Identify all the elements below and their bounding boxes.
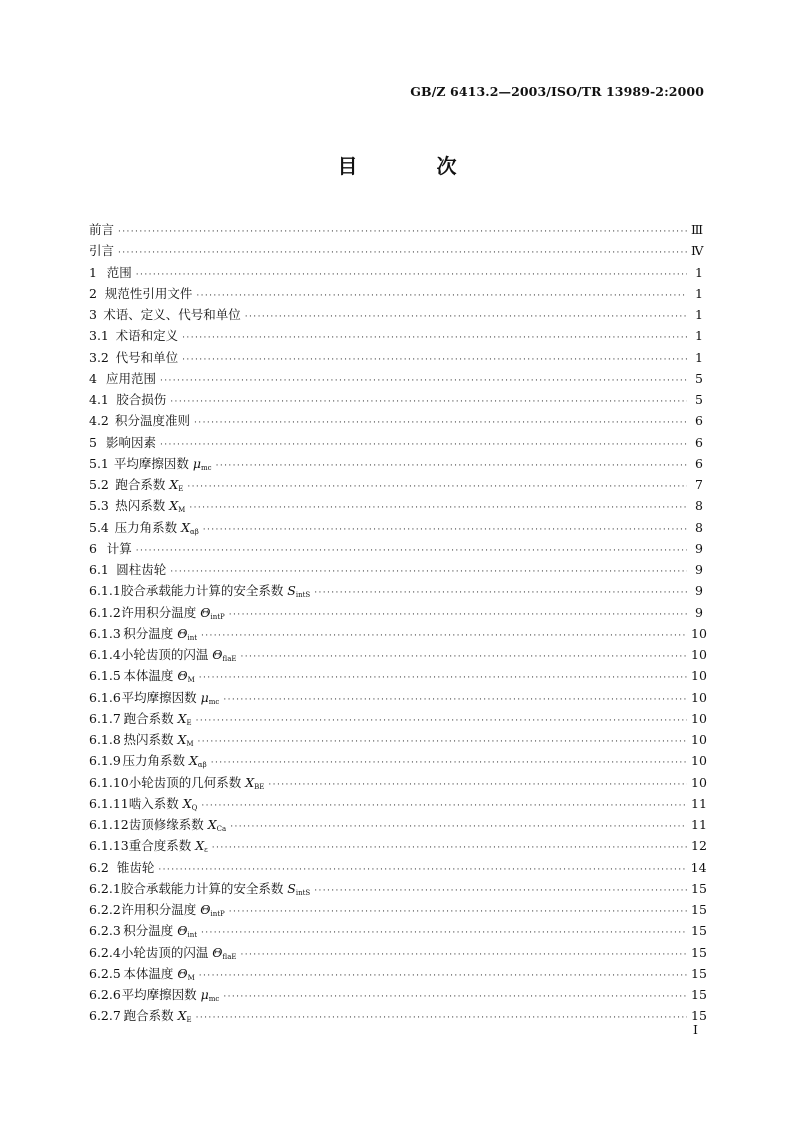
dot-leader [241,945,688,966]
dot-leader [198,732,687,753]
toc-entry-number: 6.1.6 [89,689,121,705]
toc-entry-symbol: Θ [200,604,211,620]
toc-entry-number: 6.1.5 [89,668,121,684]
toc-entry-symbol: X [189,753,198,769]
toc-entry-page: 10 [691,753,707,769]
toc-entry[interactable] [89,262,703,283]
toc-entry-page: 6 [695,455,703,471]
toc-entry-title: 平均摩擦因数 $\mu_{mc}$ [113,455,212,472]
toc-entry[interactable] [89,984,707,1005]
toc-entry-number: 6.2.7 [89,1008,121,1024]
toc-entry-title: 压力角系数 $X_{\alpha\beta}$ [114,519,199,536]
toc-entry-page: Ⅲ [691,222,704,237]
dot-leader [216,456,687,477]
toc-entry[interactable] [89,389,703,410]
toc-entry-symbol: Θ [177,668,188,684]
toc-entry[interactable] [89,772,707,793]
dot-leader [196,286,687,307]
toc-entry-page: 10 [691,774,707,790]
toc-entry-title: 啮入系数 $X_Q$ [128,795,198,812]
toc-entry-symbol: Θ [200,902,211,917]
toc-entry-page: 7 [695,477,703,492]
toc-entry-page: 6 [695,413,703,429]
toc-entry-number: 6.1.11 [89,795,129,811]
dot-leader [268,775,687,796]
toc-entry-symbol-subscript: intS [295,591,311,600]
toc-entry-title: 小轮齿顶的闪温 $\Theta_{flaE}$ [120,944,237,961]
toc-entry-page: 15 [691,1008,707,1024]
toc-entry-title: 影响因素 [106,434,157,450]
toc-entry[interactable] [89,219,703,240]
dot-leader [160,435,687,456]
toc-entry-number: 6.1 [89,562,109,577]
toc-entry-number: 5.2 [89,477,109,492]
toc-entry-symbol-subscript: M [187,973,195,982]
toc-entry-symbol: S [287,583,296,599]
toc-entry-page: 1 [695,307,703,322]
toc-entry-page: 15 [691,965,707,981]
toc-entry-page: 9 [695,583,703,599]
dot-leader [136,541,687,562]
dot-leader [245,307,687,328]
toc-entry-title: 平均摩擦因数 $\mu_{mc}$ [121,689,220,706]
toc-entry[interactable] [89,644,707,665]
toc-entry-page: 10 [691,668,707,684]
toc-entry-symbol-subscript: mc [208,995,220,1003]
dot-leader [229,902,687,923]
toc-entry-symbol: X [169,498,179,514]
toc-entry[interactable] [89,240,703,261]
toc-entry[interactable] [89,283,703,304]
toc-entry-number: 3 [89,307,97,322]
toc-entry-page: 15 [691,923,707,939]
toc-entry-symbol-subscript: intS [295,888,311,897]
toc-entry-number: 5.1 [89,455,109,471]
toc-entry-symbol: X [181,519,190,535]
toc-entry-page: 5 [695,370,703,386]
toc-entry-page: 1 [695,328,703,344]
dot-leader [223,690,687,711]
toc-entry-page: 15 [691,987,707,1002]
dot-leader [241,647,688,668]
toc-entry-number: 6.1.4 [89,647,121,662]
toc-entry[interactable] [89,750,707,771]
toc-entry-title: 压力角系数 $X_{\alpha\beta}$ [122,753,207,770]
toc-entry-title: 胶合承载能力计算的安全系数 $S_{intS}$ [120,583,311,600]
toc-entry-symbol-subscript: intP [210,612,225,621]
toc-entry-number: 4.1 [89,392,109,407]
toc-entry-page: 8 [695,498,703,514]
toc-entry-page: 14 [690,859,707,875]
toc-entry-number: 6.2.5 [89,965,121,981]
dot-leader [160,371,687,392]
dot-leader [118,222,687,243]
dot-leader [223,987,687,1008]
toc-entry-symbol: Θ [177,923,188,939]
toc-entry-number: 6.1.7 [89,710,121,726]
toc-entry-title: 积分温度 $\Theta_{int}$ [123,625,198,642]
toc-entry-symbol-subscript: flaE [222,952,237,961]
toc-entry-symbol: Θ [177,965,188,981]
toc-entry-page: 8 [695,519,703,535]
toc-entry-symbol: X [207,817,217,832]
dot-leader [196,1008,687,1029]
dot-leader [229,605,687,626]
dot-leader [194,413,687,434]
toc-entry[interactable] [89,920,707,941]
toc-entry-symbol: Θ [177,625,188,641]
toc-entry-title: 热闪系数 $X_M$ [123,732,194,748]
dot-leader [196,711,687,732]
dot-leader [212,838,687,859]
toc-entry-number: 6.2.6 [89,987,121,1002]
toc-entry[interactable] [89,963,707,984]
toc-entry-symbol: X [245,774,255,790]
toc-entry-symbol: S [287,880,296,896]
standard-code-header: GB/Z 6413.2—2003/ISO/TR 13989-2:2000 [410,84,704,99]
toc-entry-title: 重合度系数 $X_\varepsilon$ [128,838,208,855]
toc-entry[interactable] [89,857,707,878]
toc-entry-title: 小轮齿顶的几何系数 $X_{BE}$ [128,774,265,791]
toc-entry-number: 6.1.3 [89,625,121,641]
toc-entry-title: 圆柱齿轮 [116,562,167,577]
toc-entry-symbol: X [195,838,205,854]
toc-entry-symbol-subscript: E [186,718,192,727]
toc-entry-title: 代号和单位 [115,349,179,365]
dot-leader [136,265,687,286]
page-title: 目 次 [337,154,493,178]
dot-leader [118,243,687,264]
toc-entry-number: 2 [89,285,97,301]
toc-entry-page: 6 [695,434,703,450]
dot-leader [199,966,687,987]
toc-entry[interactable] [89,878,707,899]
toc-entry-title: 应用范围 [106,370,157,386]
toc-entry-number: 3.2 [89,349,109,365]
dot-leader [182,350,687,371]
toc-entry-symbol-subscript: int [187,931,198,940]
toc-entry-title: 本体温度 $\Theta_M$ [123,668,195,685]
toc-entry[interactable] [89,602,703,623]
toc-entry-title: 许用积分温度 $\Theta_{intP}$ [121,902,225,918]
toc-entry-page: 11 [691,817,707,832]
toc-entry[interactable] [89,899,707,920]
toc-entry[interactable] [89,665,707,686]
toc-entry-symbol: Θ [212,647,223,662]
toc-entry-number: 4 [89,370,97,386]
toc-entry[interactable] [89,793,707,814]
toc-entry-number: 6.1.9 [89,753,121,769]
toc-entry-page: 1 [695,285,703,301]
toc-entry-symbol: X [169,477,179,492]
toc-entry[interactable] [89,708,707,729]
toc-entry-symbol: X [177,710,187,726]
toc-entry-number: 6.2.2 [89,902,121,917]
toc-entry-title: 胶合承载能力计算的安全系数 $S_{intS}$ [120,880,311,897]
dot-leader [230,817,687,838]
toc-entry-symbol-subscript: BE [254,782,265,791]
table-of-contents [89,219,707,1027]
toc-entry[interactable] [89,538,703,559]
toc-entry[interactable] [89,432,703,453]
toc-entry-number: 6.2.1 [89,880,121,896]
toc-entry-symbol-subscript: αβ [189,527,199,536]
toc-entry-number: 5.3 [89,498,109,514]
toc-entry-number: 5 [89,434,97,450]
toc-entry[interactable] [89,495,703,516]
toc-entry-title: 齿顶修缘系数 $X_{Ca}$ [128,817,227,833]
toc-entry-symbol: X [177,1008,187,1024]
toc-entry-page: 10 [691,689,707,705]
toc-entry[interactable] [89,410,703,431]
toc-entry-title: 跑合系数 $X_E$ [123,1008,192,1025]
toc-entry[interactable] [89,347,703,368]
toc-entry-title: 跑合系数 $X_E$ [123,710,192,727]
toc-entry-number: 1 [89,264,97,280]
toc-entry-symbol-subscript: ε [204,846,208,855]
toc-entry-title: 计算 [106,540,132,556]
toc-entry-title: 热闪系数 $X_M$ [115,498,186,515]
toc-entry[interactable] [89,304,703,325]
toc-entry-title: 锥齿轮 [116,859,155,875]
dot-leader [314,881,687,902]
dot-leader [201,923,687,944]
toc-entry[interactable] [89,368,703,389]
toc-entry[interactable] [89,623,707,644]
toc-entry-symbol-subscript: Q [191,803,198,812]
toc-entry-page: Ⅳ [691,243,704,259]
dot-leader [187,477,687,498]
dot-leader [182,328,687,349]
toc-entry-symbol: μ [200,689,209,705]
toc-entry-title: 积分温度准则 [115,413,191,429]
toc-entry[interactable] [89,687,707,708]
toc-entry[interactable] [89,580,703,601]
toc-entry-symbol-subscript: int [187,633,198,642]
dot-leader [189,498,687,519]
toc-entry-page: 9 [695,604,703,620]
toc-entry-symbol: X [182,795,192,811]
toc-entry-title: 范围 [106,264,132,280]
toc-entry-title: 跑合系数 $X_E$ [115,477,184,493]
toc-entry[interactable] [89,835,707,856]
toc-entry[interactable] [89,559,703,580]
toc-entry-symbol-subscript: Ca [216,825,227,833]
toc-entry-page: 1 [695,264,703,280]
toc-entry-title: 小轮齿顶的闪温 $\Theta_{flaE}$ [120,647,237,663]
toc-entry-page: 9 [695,540,703,556]
toc-entry-symbol-subscript: M [178,506,186,515]
dot-leader [314,583,687,604]
toc-entry-number: 4.2 [89,413,109,429]
toc-entry-title: 术语、定义、代号和单位 [103,307,241,322]
toc-entry-number: 6.2.3 [89,923,121,939]
dot-leader [199,668,687,689]
toc-entry[interactable] [89,814,707,835]
toc-entry-symbol-subscript: M [186,740,194,748]
toc-entry-number: 6.2.4 [89,944,121,960]
toc-entry-symbol: μ [192,455,201,471]
toc-entry[interactable] [89,453,703,474]
toc-entry-number: 6.1.10 [89,774,129,790]
dot-leader [170,392,687,413]
toc-entry-number: 6.1.2 [89,604,121,620]
toc-entry-title: 前言 [89,222,115,237]
toc-entry-number: 6 [89,540,97,556]
toc-entry[interactable] [89,517,703,538]
toc-entry-number: 6.1.1 [89,583,121,599]
toc-entry-number: 5.4 [89,519,109,535]
toc-entry-title: 本体温度 $\Theta_M$ [123,965,195,982]
toc-entry-title: 许用积分温度 $\Theta_{intP}$ [121,604,225,621]
toc-entry-symbol: μ [200,987,209,1002]
toc-entry[interactable] [89,1005,707,1026]
toc-entry-title: 规范性引用文件 [104,285,193,301]
toc-entry-symbol: Θ [212,944,223,960]
toc-entry-symbol-subscript: flaE [222,655,237,663]
toc-entry-page: 10 [691,732,707,747]
toc-entry[interactable] [89,942,707,963]
toc-entry-page: 12 [691,838,707,854]
toc-entry[interactable] [89,729,707,750]
toc-entry-title: 术语和定义 [115,328,179,344]
toc-entry-page: 15 [691,880,707,896]
dot-leader [201,626,687,647]
toc-entry-page: 1 [695,349,703,365]
page-number: Ⅰ [693,1022,698,1037]
dot-leader [203,520,687,541]
toc-entry-symbol-subscript: mc [208,697,220,706]
toc-entry-page: 9 [695,562,703,577]
toc-entry[interactable] [89,325,703,346]
toc-entry-page: 10 [691,710,707,726]
toc-entry-page: 10 [691,625,707,641]
toc-entry-page: 11 [691,795,707,811]
toc-entry-symbol-subscript: E [186,1016,192,1025]
toc-entry-title: 胶合损伤 [116,392,167,407]
toc-entry-number: 3.1 [89,328,109,344]
dot-leader [201,796,687,817]
toc-entry-page: 15 [691,902,707,917]
toc-entry-page: 15 [691,944,707,960]
toc-entry-symbol-subscript: M [187,676,195,685]
toc-entry-title: 平均摩擦因数 $\mu_{mc}$ [121,987,220,1003]
toc-entry-symbol-subscript: αβ [197,761,207,770]
toc-entry-symbol-subscript: mc [201,463,212,472]
toc-entry-symbol-subscript: E [178,485,184,493]
toc-entry-page: 5 [695,392,703,407]
toc-entry-number: 6.1.12 [89,817,129,832]
toc-entry-title: 引言 [89,243,115,259]
toc-entry-symbol: X [177,732,187,747]
toc-entry-symbol-subscript: intP [210,910,225,918]
dot-leader [211,753,687,774]
toc-entry-page: 10 [691,647,707,662]
toc-entry-number: 6.1.8 [89,732,121,747]
toc-entry-number: 6.1.13 [89,838,129,854]
toc-entry-number: 6.2 [89,859,109,875]
toc-entry[interactable] [89,474,703,495]
toc-entry-title: 积分温度 $\Theta_{int}$ [123,923,198,940]
